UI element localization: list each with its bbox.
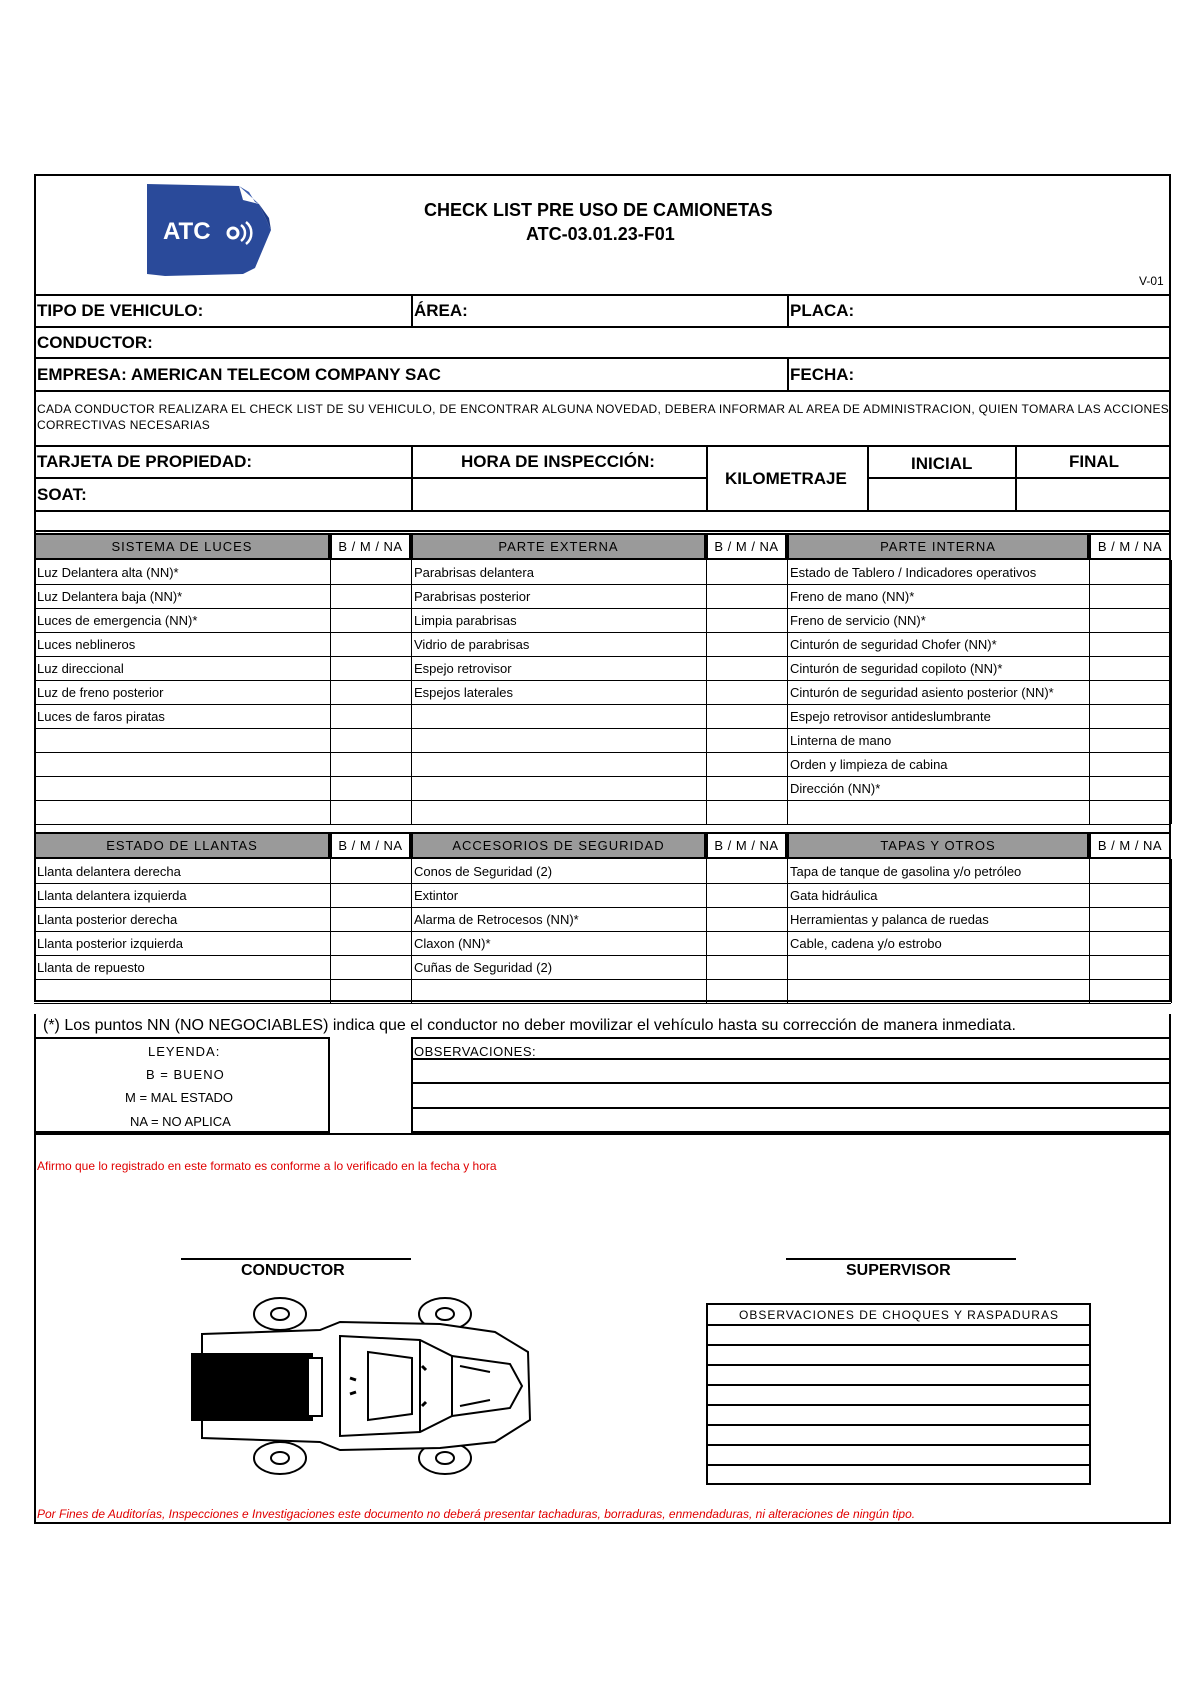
- nn-note: (*) Los puntos NN (NO NEGOCIABLES) indica que el conductor no deber movilizar el vehículo hasta su corrección de manera inmediata.: [43, 1017, 1016, 1034]
- fecha-label: FECHA:: [790, 365, 855, 384]
- legend-mal: M = MAL ESTADO: [125, 1090, 233, 1105]
- conductor-signature-line: [181, 1258, 411, 1260]
- checklist-item: Dirección (NN)*: [790, 781, 881, 796]
- status-cell[interactable]: [332, 706, 409, 727]
- section-header: PARTE INTERNA: [787, 533, 1089, 560]
- checklist-item: Conos de Seguridad (2): [414, 864, 553, 879]
- checklist-item: Linterna de mano: [790, 733, 892, 748]
- status-cell[interactable]: [708, 682, 785, 703]
- signal-icon: [225, 218, 255, 248]
- inicial-label: INICIAL: [911, 454, 973, 473]
- instruction-line-1: CADA CONDUCTOR REALIZARA EL CHECK LIST DE SU VEHICULO, DE ENCONTRAR ALGUNA NOVEDAD, DEBERA INFORMAR AL AREA DE ADMINISTRACION, QUIEN TOMARA LAS ACCIONES: [37, 402, 1170, 416]
- status-cell[interactable]: [1091, 586, 1169, 607]
- checklist-item: Cinturón de seguridad asiento posterior (NN)*: [790, 685, 1054, 700]
- bmna-header: B / M / NA: [706, 832, 787, 859]
- hora-label: HORA DE INSPECCIÓN:: [461, 452, 655, 471]
- status-cell[interactable]: [1091, 634, 1169, 655]
- status-cell[interactable]: [1091, 730, 1169, 751]
- checklist-item: Orden y limpieza de cabina: [790, 757, 948, 772]
- status-cell[interactable]: [708, 562, 785, 583]
- checklist-item: Luz de freno posterior: [37, 685, 164, 700]
- status-cell[interactable]: [1091, 706, 1169, 727]
- atc-logo: [143, 182, 277, 277]
- logo-text: ATC: [163, 218, 211, 245]
- checklist-item: Parabrisas posterior: [414, 589, 531, 604]
- checklist-item: Tapa de tanque de gasolina y/o petróleo: [790, 864, 1022, 879]
- status-cell[interactable]: [708, 909, 785, 930]
- section-header: ESTADO DE LLANTAS: [34, 832, 330, 859]
- bmna-header: B / M / NA: [706, 533, 787, 560]
- checklist-item: Luz direccional: [37, 661, 124, 676]
- status-cell[interactable]: [708, 957, 785, 978]
- choques-label: OBSERVACIONES DE CHOQUES Y RASPADURAS: [739, 1308, 1059, 1322]
- status-cell[interactable]: [332, 658, 409, 679]
- area-label: ÁREA:: [414, 301, 468, 320]
- tarjeta-label: TARJETA DE PROPIEDAD:: [37, 452, 253, 471]
- section-header: ACCESORIOS DE SEGURIDAD: [411, 832, 706, 859]
- final-label: FINAL: [1069, 452, 1120, 471]
- checklist-item: Luces neblineros: [37, 637, 136, 652]
- bmna-header: B / M / NA: [1089, 832, 1171, 859]
- status-cell[interactable]: [332, 586, 409, 607]
- checklist-item: Cable, cadena y/o estrobo: [790, 936, 942, 951]
- checklist-item: Extintor: [414, 888, 459, 903]
- choques-box: [706, 1303, 1091, 1485]
- status-cell[interactable]: [708, 586, 785, 607]
- checklist-item: Llanta delantera derecha: [37, 864, 181, 879]
- status-cell[interactable]: [1091, 861, 1169, 882]
- checklist-item: Cuñas de Seguridad (2): [414, 960, 553, 975]
- status-cell[interactable]: [708, 933, 785, 954]
- status-cell[interactable]: [708, 610, 785, 631]
- status-cell[interactable]: [1091, 909, 1169, 930]
- bmna-header: B / M / NA: [330, 533, 411, 560]
- checklist-item: Luz Delantera baja (NN)*: [37, 589, 183, 604]
- kilometraje-label: KILOMETRAJE: [725, 469, 847, 488]
- instruction-line-2: CORRECTIVAS NECESARIAS: [37, 418, 211, 432]
- status-cell[interactable]: [1091, 933, 1169, 954]
- tipo-vehiculo-label: TIPO DE VEHICULO:: [37, 301, 204, 320]
- checklist-item: Herramientas y palanca de ruedas: [790, 912, 989, 927]
- status-cell[interactable]: [332, 634, 409, 655]
- checklist-item: Llanta posterior derecha: [37, 912, 178, 927]
- status-cell[interactable]: [1091, 658, 1169, 679]
- status-cell[interactable]: [708, 861, 785, 882]
- status-cell[interactable]: [332, 909, 409, 930]
- checklist-item: Llanta posterior izquierda: [37, 936, 183, 951]
- checklist-item: Estado de Tablero / Indicadores operativos: [790, 565, 1037, 580]
- placa-label: PLACA:: [790, 301, 855, 320]
- form-code: ATC-03.01.23-F01: [526, 224, 675, 244]
- supervisor-signature-label: SUPERVISOR: [846, 1262, 951, 1279]
- section-header: TAPAS Y OTROS: [787, 832, 1089, 859]
- status-cell[interactable]: [1091, 682, 1169, 703]
- checklist-item: Alarma de Retrocesos (NN)*: [414, 912, 579, 927]
- checklist-item: Vidrio de parabrisas: [414, 637, 530, 652]
- form-version: V-01: [1139, 274, 1164, 288]
- affirm-text: Afirmo que lo registrado en este formato es conforme a lo verificado en la fecha y hora: [37, 1159, 497, 1173]
- supervisor-signature-line: [786, 1258, 1016, 1260]
- empresa-label: EMPRESA: AMERICAN TELECOM COMPANY SAC: [37, 365, 441, 384]
- checklist-item: Luz Delantera alta (NN)*: [37, 565, 179, 580]
- checklist-item: Llanta de repuesto: [37, 960, 145, 975]
- conductor-signature-label: CONDUCTOR: [241, 1262, 345, 1279]
- checklist-item: Espejos laterales: [414, 685, 513, 700]
- checklist-item: Luces de faros piratas: [37, 709, 165, 724]
- checklist-item: Espejo retrovisor: [414, 661, 512, 676]
- status-cell[interactable]: [332, 933, 409, 954]
- status-cell[interactable]: [332, 682, 409, 703]
- status-cell[interactable]: [332, 885, 409, 906]
- status-cell[interactable]: [1091, 754, 1169, 775]
- checklist-item: Luces de emergencia (NN)*: [37, 613, 198, 628]
- checklist-item: Cinturón de seguridad copiloto (NN)*: [790, 661, 1003, 676]
- checklist-item: Espejo retrovisor antideslumbrante: [790, 709, 991, 724]
- status-cell[interactable]: [708, 658, 785, 679]
- status-cell[interactable]: [332, 562, 409, 583]
- legend-title: LEYENDA:: [148, 1044, 221, 1059]
- bmna-header: B / M / NA: [330, 832, 411, 859]
- section-header: PARTE EXTERNA: [411, 533, 706, 560]
- status-cell[interactable]: [332, 861, 409, 882]
- observaciones-label: OBSERVACIONES:: [414, 1044, 537, 1059]
- status-cell[interactable]: [708, 634, 785, 655]
- status-cell[interactable]: [708, 885, 785, 906]
- checklist-item: Cinturón de seguridad Chofer (NN)*: [790, 637, 997, 652]
- checklist-item: Gata hidráulica: [790, 888, 878, 903]
- checklist-item: Freno de servicio (NN)*: [790, 613, 926, 628]
- checklist-item: Claxon (NN)*: [414, 936, 491, 951]
- legend-bueno: B = BUENO: [146, 1067, 225, 1082]
- checklist-item: Parabrisas delantera: [414, 565, 534, 580]
- vehicle-diagram: [190, 1292, 540, 1482]
- soat-label: SOAT:: [37, 485, 87, 504]
- footer-disclaimer: Por Fines de Auditorías, Inspecciones e Investigaciones este documento no deberá presentar tachaduras, borraduras, enmendaduras, ni alteraciones de ningún tipo.: [37, 1507, 916, 1521]
- section-header: SISTEMA DE LUCES: [34, 533, 330, 560]
- checklist-item: Llanta delantera izquierda: [37, 888, 187, 903]
- status-cell[interactable]: [1091, 778, 1169, 799]
- status-cell[interactable]: [1091, 562, 1169, 583]
- legend-na: NA = NO APLICA: [130, 1114, 231, 1129]
- checklist-item: Freno de mano (NN)*: [790, 589, 915, 604]
- status-cell[interactable]: [332, 610, 409, 631]
- conductor-label: CONDUCTOR:: [37, 333, 153, 352]
- bmna-header: B / M / NA: [1089, 533, 1171, 560]
- checklist-item: Limpia parabrisas: [414, 613, 517, 628]
- form-title: CHECK LIST PRE USO DE CAMIONETAS: [424, 200, 773, 220]
- status-cell[interactable]: [1091, 610, 1169, 631]
- status-cell[interactable]: [332, 957, 409, 978]
- status-cell[interactable]: [1091, 885, 1169, 906]
